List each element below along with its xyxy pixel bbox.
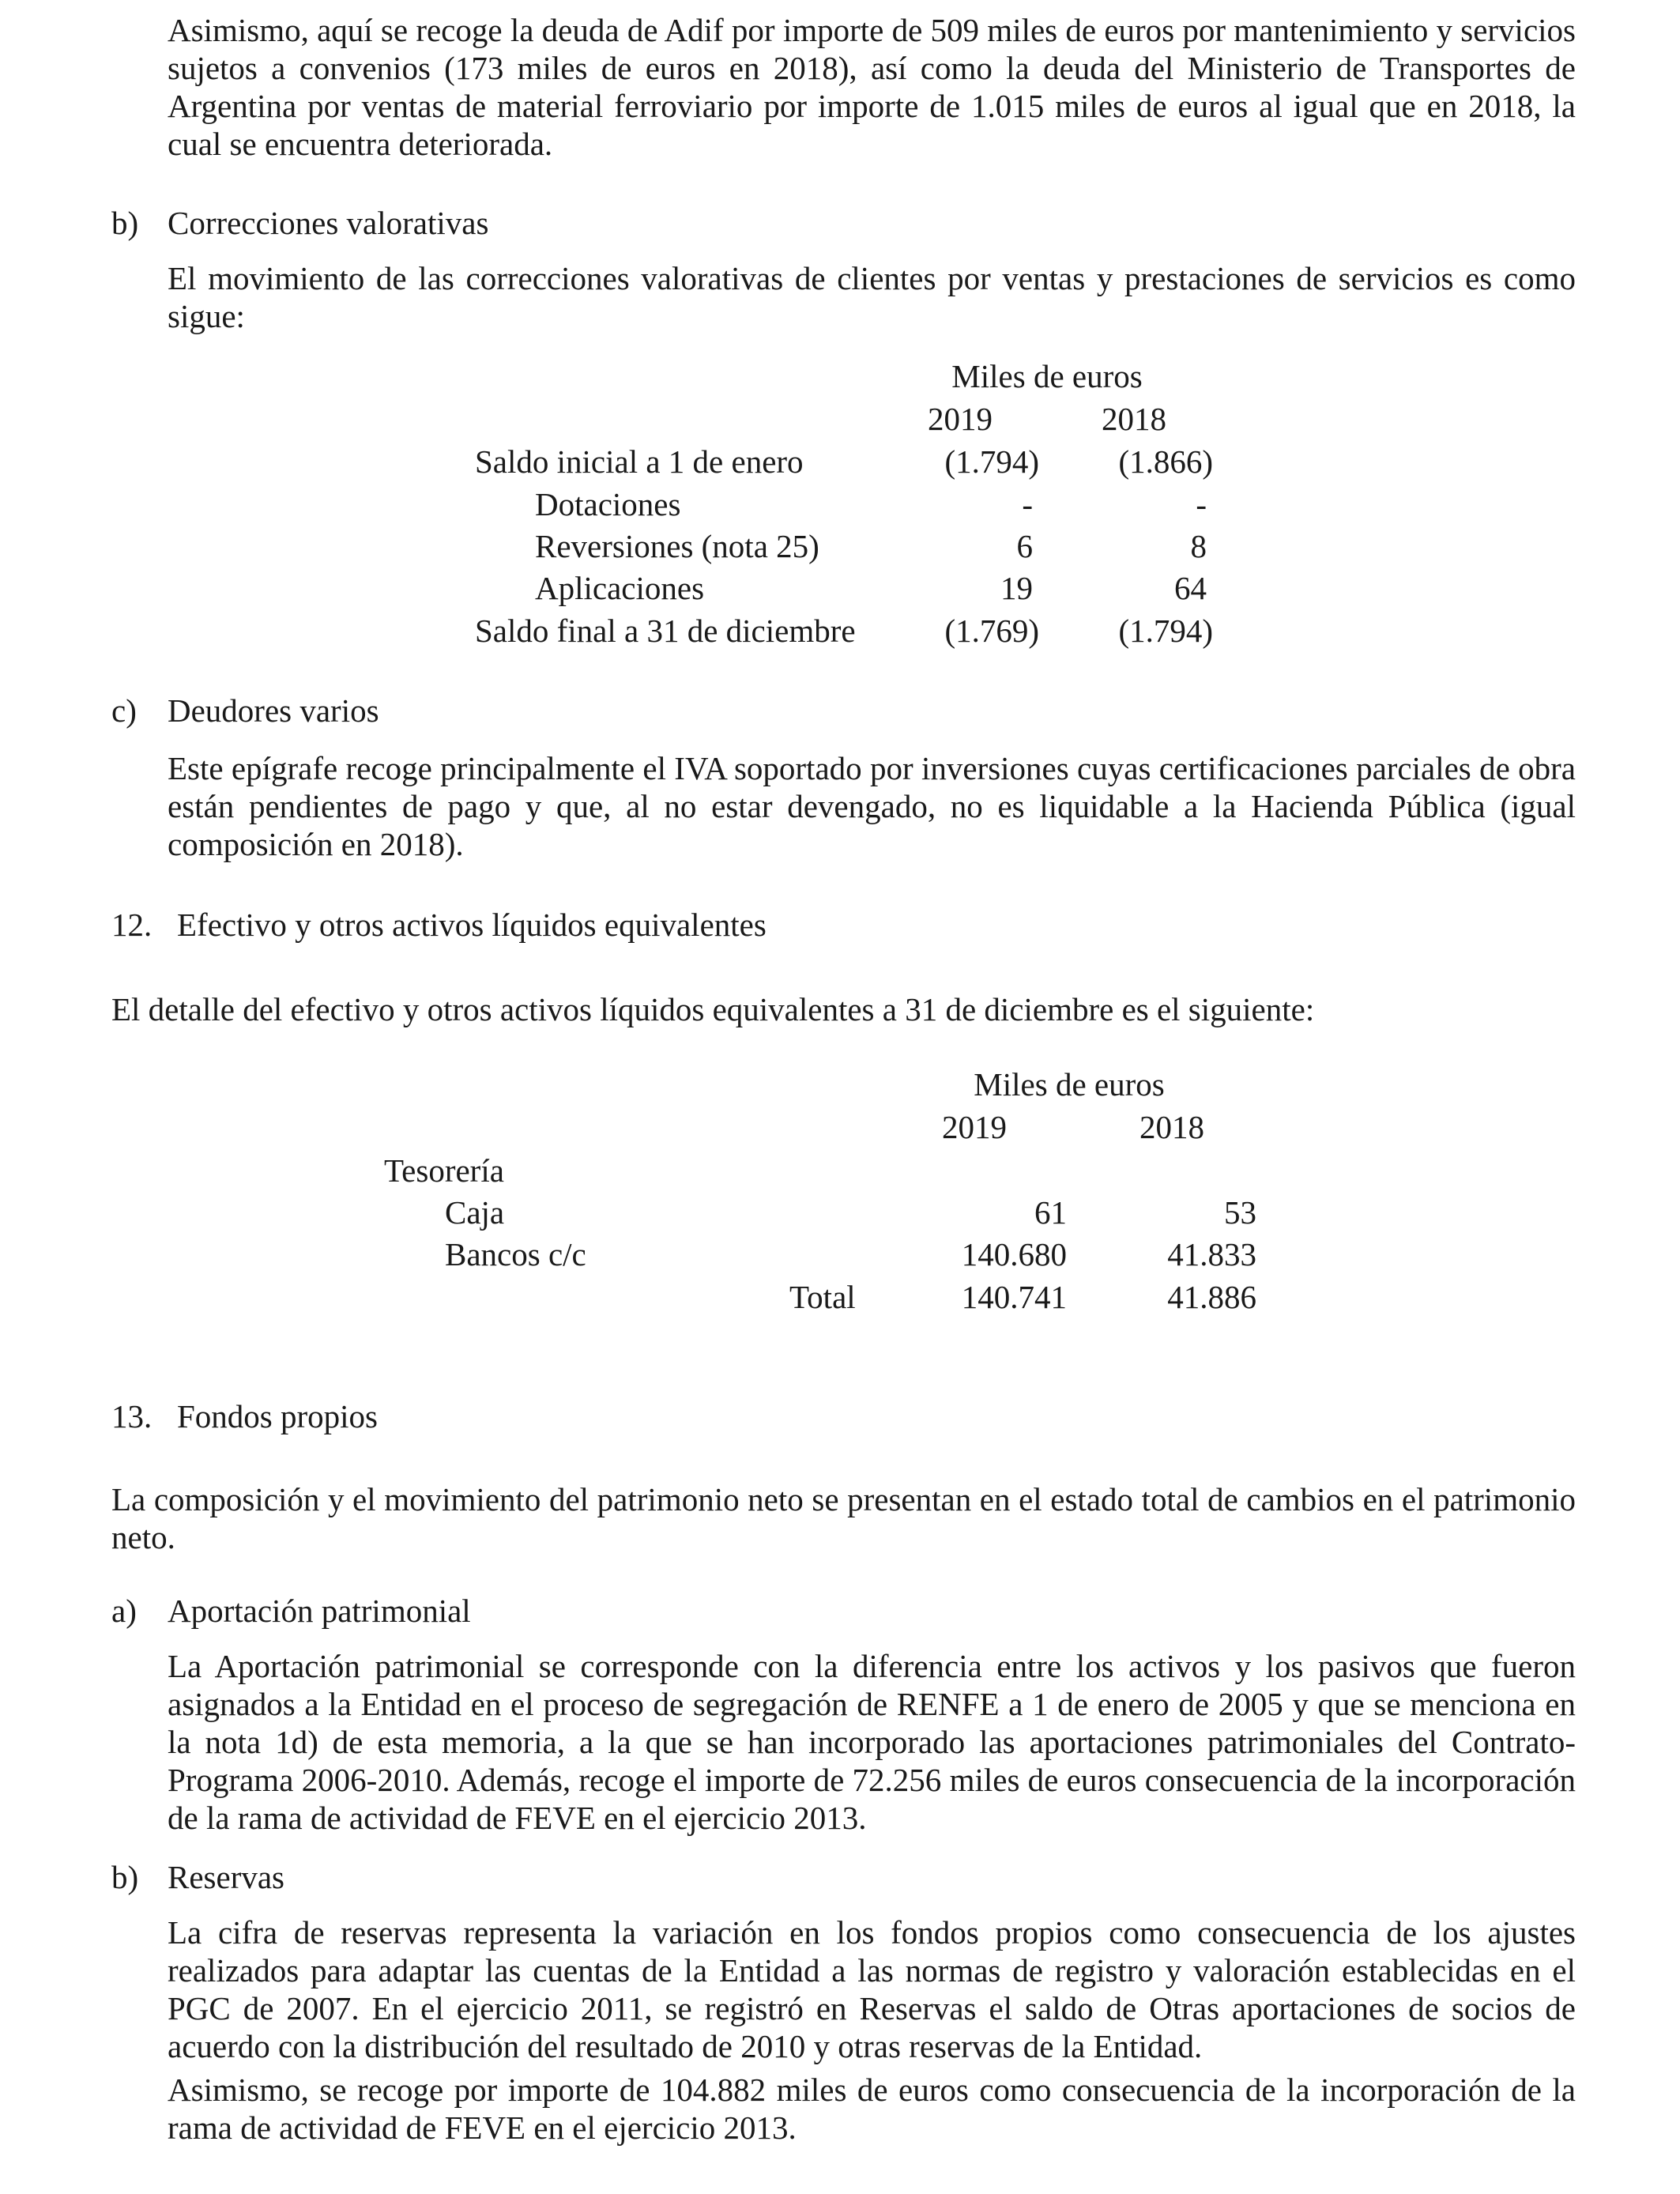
table-cell: 140.741 [961, 1279, 1067, 1315]
table-cell: - [1022, 486, 1033, 522]
table-cell: 41.833 [1167, 1236, 1256, 1272]
section-13a-text: La Aportación patrimonial se corresponde con la diferencia entre los activos y los pasivos que fueron asignados a la Entidad en el proceso de segregación de RENFE a 1 de enero de 2005 y que se menciona en la nota 1d) de esta memoria, a la que se han incorporado las aportaciones patrimoniales del Contrato-Programa 2006-2010. Además, recoge el importe de 72.256 miles de euros consecuencia de la incorporación de la rama de actividad de FEVE en el ejercicio 2013. [168, 1648, 1576, 1836]
table-row-label: Saldo inicial a 1 de enero [475, 443, 804, 480]
section-b-marker: b) [111, 205, 139, 241]
section-13b-title: Reservas [168, 1859, 285, 1895]
table-cell: 41.886 [1167, 1279, 1256, 1315]
table-row-label: Saldo final a 31 de diciembre [475, 613, 856, 649]
table-cell: 53 [1224, 1194, 1256, 1231]
section-13-text: La composición y el movimiento del patrimonio neto se presentan en el estado total de cambios en el patrimonio neto. [111, 1481, 1576, 1555]
section-b-title: Correcciones valorativas [168, 205, 489, 241]
col-header-2019: 2019 [928, 401, 993, 437]
table-total-label: Total [789, 1279, 856, 1315]
section-13-number: 13. [111, 1398, 153, 1434]
table-cell: (1.794) [1118, 613, 1213, 649]
section-c-marker: c) [111, 692, 137, 729]
table-cell: (1.794) [944, 443, 1039, 480]
table-cell: 61 [1034, 1194, 1067, 1231]
table-cell: - [1196, 486, 1207, 522]
intro-paragraph: Asimismo, aquí se recoge la deuda de Adif por importe de 509 miles de euros por mantenimiento y servicios sujetos a convenios (173 miles de euros en 2018), así como la deuda del Ministerio de Transportes de Argentina por ventas de material ferroviario por importe de 1.015 miles de euros al igual que en 2018, la cual se encuentra deteriorada. [168, 12, 1576, 162]
section-13-title: Fondos propios [177, 1398, 379, 1434]
table-row-label: Reversiones (nota 25) [535, 528, 819, 564]
table-unit-header: Miles de euros [974, 1066, 1165, 1103]
section-13b-text-1: La cifra de reservas representa la variación en los fondos propios como consecuencia de los ajustes realizados para adaptar las cuentas de la Entidad a las normas de registro y valoración establecidas en el PGC de 2007. En el ejercicio 2011, se registró en Reservas el saldo de Otras aportaciones de socios de acuerdo con la distribución del resultado de 2010 y otras reservas de la Entidad. [168, 1914, 1576, 2064]
table-cell: (1.866) [1118, 443, 1213, 480]
table-group-label: Tesorería [384, 1152, 504, 1189]
table-unit-header: Miles de euros [951, 358, 1143, 394]
table-cell: 6 [1016, 528, 1033, 564]
section-12-text: El detalle del efectivo y otros activos líquidos equivalentes a 31 de diciembre es el siguiente: [111, 991, 1315, 1027]
col-header-2018: 2018 [1102, 401, 1166, 437]
section-13a-title: Aportación patrimonial [168, 1593, 471, 1629]
table-row-label: Caja [445, 1194, 505, 1231]
section-c-text: Este epígrafe recoge principalmente el IVA soportado por inversiones cuyas certificaciones parciales de obra están pendientes de pago y que, al no estar devengado, no es liquidable a la Hacienda Pública (igual composición en 2018). [168, 750, 1576, 862]
section-13b-text-2: Asimismo, se recoge por importe de 104.882 miles de euros como consecuencia de la incorporación de la rama de actividad de FEVE en el ejercicio 2013. [168, 2071, 1576, 2146]
section-b-text: El movimiento de las correcciones valorativas de clientes por ventas y prestaciones de servicios es como sigue: [168, 260, 1576, 334]
section-13b-marker: b) [111, 1859, 139, 1895]
table-row-label: Aplicaciones [535, 570, 705, 606]
table-cell: 8 [1190, 528, 1207, 564]
section-12-title: Efectivo y otros activos líquidos equivalentes [177, 907, 767, 943]
col-header-2018: 2018 [1139, 1109, 1204, 1145]
section-13a-marker: a) [111, 1593, 137, 1629]
table-row-label: Bancos c/c [445, 1236, 586, 1272]
table-cell: 64 [1174, 570, 1207, 606]
table-cell: 140.680 [961, 1236, 1067, 1272]
table-row-label: Dotaciones [535, 486, 681, 522]
col-header-2019: 2019 [942, 1109, 1007, 1145]
table-cell: 19 [1000, 570, 1033, 606]
table-cell: (1.769) [944, 613, 1039, 649]
section-c-title: Deudores varios [168, 692, 379, 729]
section-12-number: 12. [111, 907, 153, 943]
